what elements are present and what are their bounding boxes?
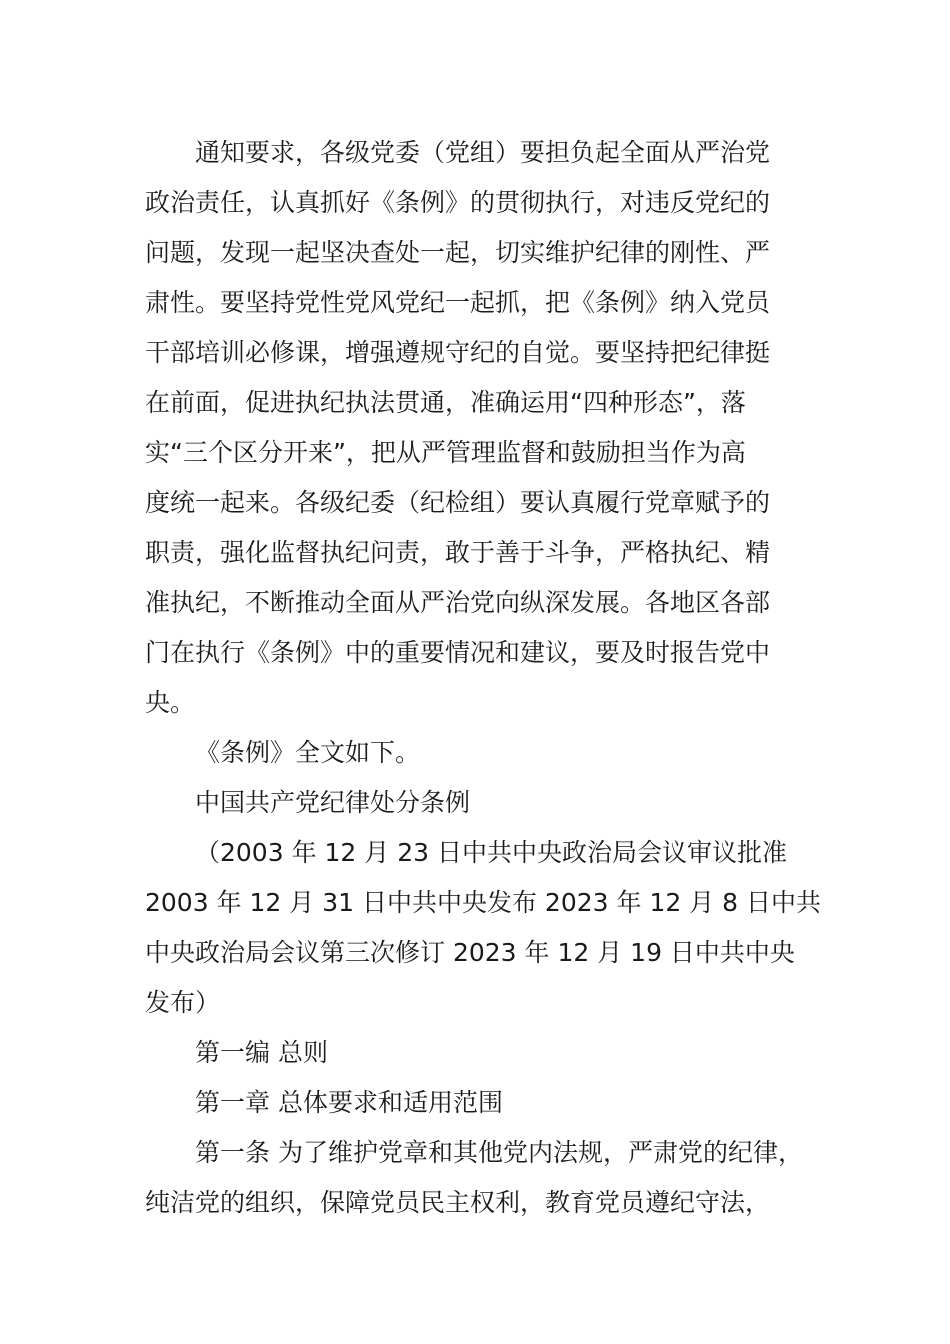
text-line: 度统一起来。各级纪委（纪检组）要认真履行党章赋予的 — [145, 488, 771, 517]
revision-history: 发布） — [145, 988, 221, 1017]
text-line: 干部培训必修课，增强遵规守纪的自觉。要坚持把纪律挺 — [145, 338, 771, 367]
text-line: 实“三个区分开来”，把从严管理监督和鼓励担当作为高 — [145, 438, 746, 467]
article-text: 纯洁党的组织，保障党员民主权利，教育党员遵纪守法， — [145, 1188, 771, 1217]
text-line: 《条例》全文如下。 — [195, 738, 421, 767]
text-line: 政治责任，认真抓好《条例》的贯彻执行，对违反党纪的 — [145, 188, 771, 217]
text-line: 准执纪，不断推动全面从严治党向纵深发展。各地区各部 — [145, 588, 771, 617]
part-heading: 第一编 总则 — [195, 1038, 328, 1067]
text-line: 通知要求，各级党委（党组）要担负起全面从严治党 — [195, 138, 771, 167]
revision-history: 2003 年 12 月 31 日中共中央发布 2023 年 12 月 8 日中共 — [145, 888, 822, 917]
text-line: 问题，发现一起坚决查处一起，切实维护纪律的刚性、严 — [145, 238, 771, 267]
text-line: 在前面，促进执纪执法贯通，准确运用“四种形态”，落 — [145, 388, 746, 417]
article-text: 第一条 为了维护党章和其他党内法规，严肃党的纪律， — [195, 1138, 803, 1167]
regulation-title: 中国共产党纪律处分条例 — [195, 788, 471, 817]
revision-history: （2003 年 12 月 23 日中共中央政治局会议审议批准 — [195, 838, 787, 867]
text-line: 肃性。要坚持党性党风党纪一起抓，把《条例》纳入党员 — [145, 288, 771, 317]
text-line: 门在执行《条例》中的重要情况和建议，要及时报告党中 — [145, 638, 771, 667]
revision-history: 中央政治局会议第三次修订 2023 年 12 月 19 日中共中央 — [145, 938, 795, 967]
text-line: 央。 — [145, 688, 196, 717]
document-body — [145, 128, 822, 1228]
chapter-heading: 第一章 总体要求和适用范围 — [195, 1088, 503, 1117]
text-line: 职责，强化监督执纪问责，敢于善于斗争，严格执纪、精 — [145, 538, 771, 567]
